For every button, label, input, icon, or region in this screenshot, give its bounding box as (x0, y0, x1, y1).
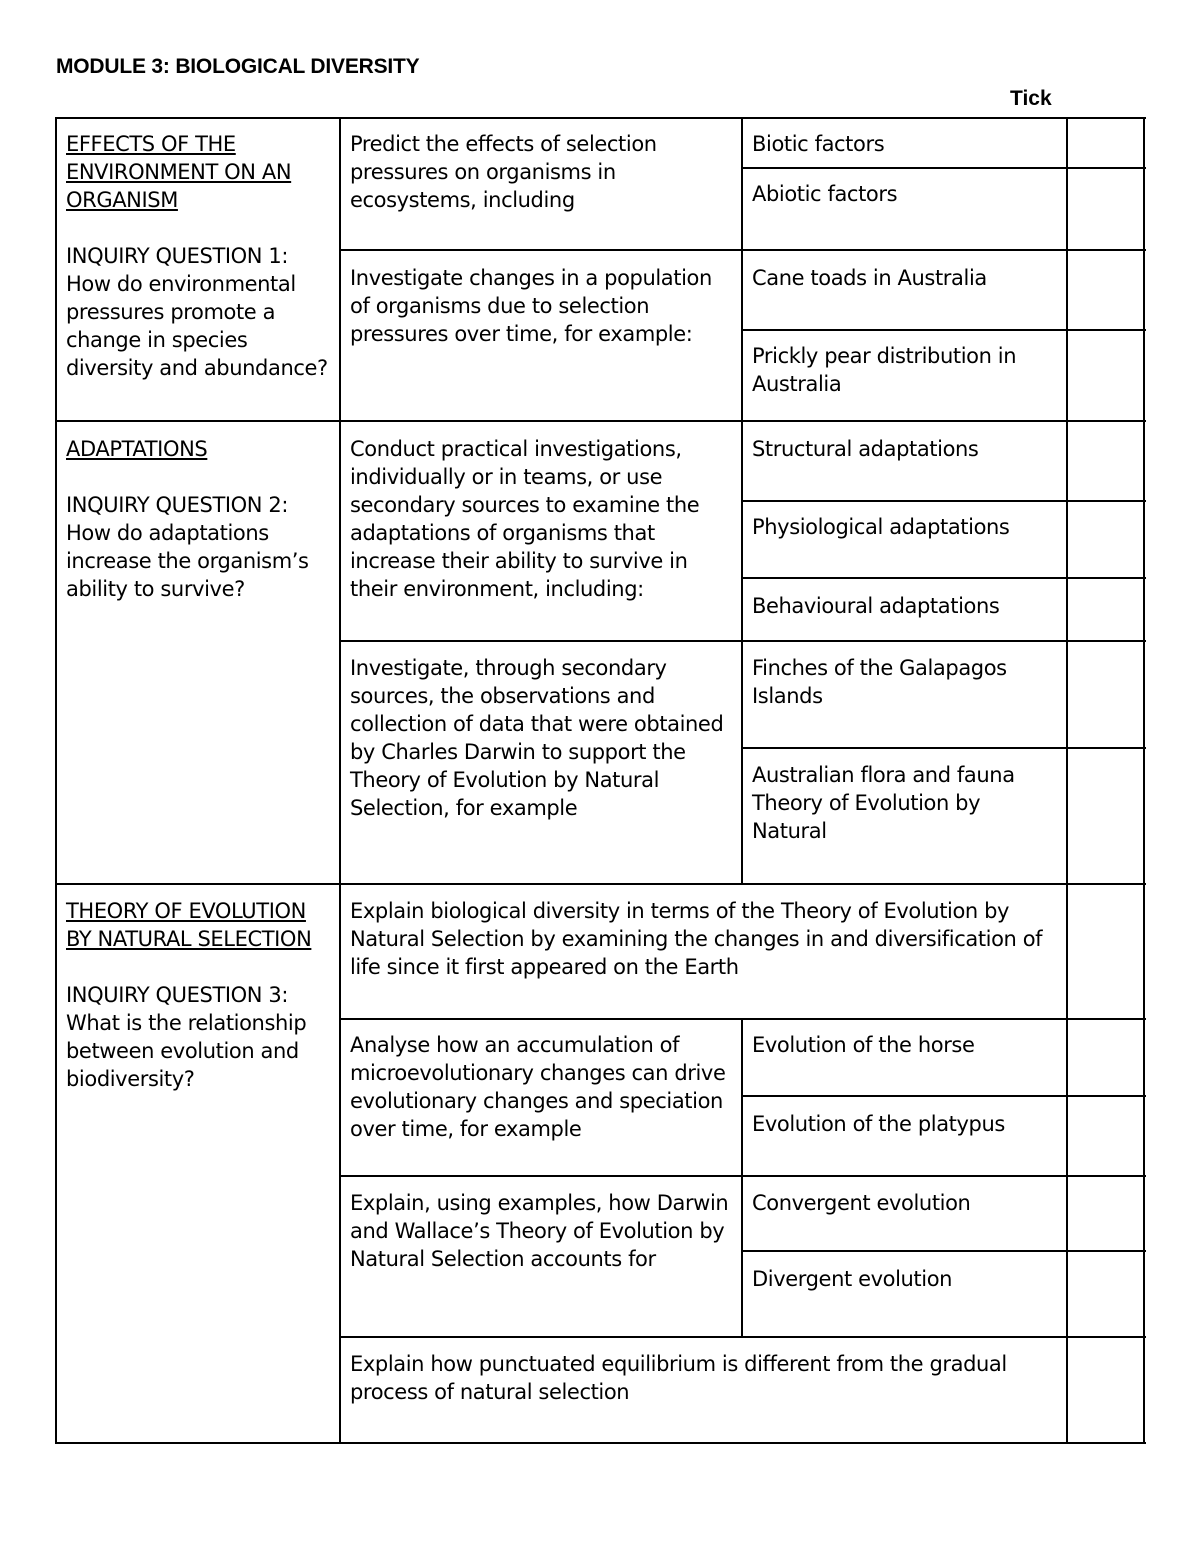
checklist-item: Australian flora and fauna Theory of Evolution by Natural (752, 763, 1015, 843)
checklist-item: Abiotic factors (752, 182, 898, 206)
table-border-top (55, 117, 1146, 119)
tick-cell[interactable] (1068, 422, 1143, 500)
tick-cell[interactable] (1068, 1097, 1143, 1175)
table-border-left (55, 117, 57, 1444)
section-heading: ADAPTATIONS (66, 437, 208, 461)
section-divider (55, 420, 1146, 422)
checklist-item: Prickly pear distribution in Australia (752, 344, 1017, 396)
checklist-item: Evolution of the platypus (752, 1112, 1005, 1136)
table-border-bottom (55, 1442, 1146, 1444)
table-border-right (1143, 117, 1145, 1444)
content-statement: Conduct practical investigations, individually or in teams, or use secondary sources to examine the adaptations of organisms that increase their ability to survive in their environment, including: (350, 437, 700, 601)
tick-cell[interactable] (1068, 885, 1143, 1018)
column-divider (339, 117, 341, 1444)
tick-cell[interactable] (1068, 749, 1143, 883)
tick-cell[interactable] (1068, 169, 1143, 249)
content-statement: Explain, using examples, how Darwin and Wallace’s Theory of Evolution by Natural Selection accounts for (350, 1191, 729, 1271)
inquiry-label: INQUIRY QUESTION 1: (66, 244, 289, 268)
content-statement: Explain biological diversity in terms of the Theory of Evolution by Natural Selection by examining the changes in and diversification of life since it first appeared on the Earth (350, 899, 1043, 979)
section-heading-cell (66, 897, 334, 1093)
tick-cell[interactable] (1068, 1020, 1143, 1095)
tick-cell[interactable] (1068, 502, 1143, 577)
tick-cell[interactable] (1068, 1338, 1143, 1442)
checklist-item: Structural adaptations (752, 437, 979, 461)
tick-cell[interactable] (1068, 642, 1143, 747)
content-statement: Analyse how an accumulation of microevolutionary changes can drive evolutionary changes and speciation over time, for example (350, 1033, 726, 1141)
inquiry-question: How do environmental pressures promote a change in species diversity and abundance? (66, 272, 328, 380)
column-divider (741, 1018, 743, 1337)
tick-column-header: Tick (1010, 87, 1052, 110)
tick-cell[interactable] (1068, 1252, 1143, 1336)
inquiry-question: How do adaptations increase the organism’s ability to survive? (66, 521, 309, 601)
content-statement: Explain how punctuated equilibrium is different from the gradual process of natural selection (350, 1352, 1007, 1404)
checklist-item: Physiological adaptations (752, 515, 1010, 539)
checklist-item: Evolution of the horse (752, 1033, 975, 1057)
tick-cell[interactable] (1068, 331, 1143, 420)
tick-cell[interactable] (1068, 119, 1143, 167)
checklist-item: Divergent evolution (752, 1267, 953, 1291)
content-statement: Investigate changes in a population of organisms due to selection pressures over time, for example: (350, 266, 712, 346)
section-heading: EFFECTS OF THE ENVIRONMENT ON AN ORGANISM (66, 132, 292, 212)
section-heading-cell (66, 435, 334, 603)
section-divider (55, 883, 1146, 885)
inquiry-question: What is the relationship between evolution and biodiversity? (66, 1011, 307, 1091)
checklist-item: Cane toads in Australia (752, 266, 987, 290)
checklist-item: Biotic factors (752, 132, 885, 156)
tick-cell[interactable] (1068, 251, 1143, 329)
checklist-item: Convergent evolution (752, 1191, 971, 1215)
column-divider (741, 117, 743, 884)
checklist-item: Behavioural adaptations (752, 594, 1000, 618)
inquiry-label: INQUIRY QUESTION 3: (66, 983, 289, 1007)
content-statement: Predict the effects of selection pressures on organisms in ecosystems, including (350, 132, 657, 212)
section-heading-cell (66, 130, 334, 382)
content-statement: Investigate, through secondary sources, the observations and collection of data that were obtained by Charles Darwin to support the Theory of Evolution by Natural Selection, for example (350, 656, 724, 820)
inquiry-label: INQUIRY QUESTION 2: (66, 493, 289, 517)
tick-cell[interactable] (1068, 579, 1143, 640)
tick-cell[interactable] (1068, 1177, 1143, 1250)
page-title: MODULE 3: BIOLOGICAL DIVERSITY (56, 55, 420, 78)
checklist-item: Finches of the Galapagos Islands (752, 656, 1007, 708)
section-heading: THEORY OF EVOLUTION BY NATURAL SELECTION (66, 899, 312, 951)
